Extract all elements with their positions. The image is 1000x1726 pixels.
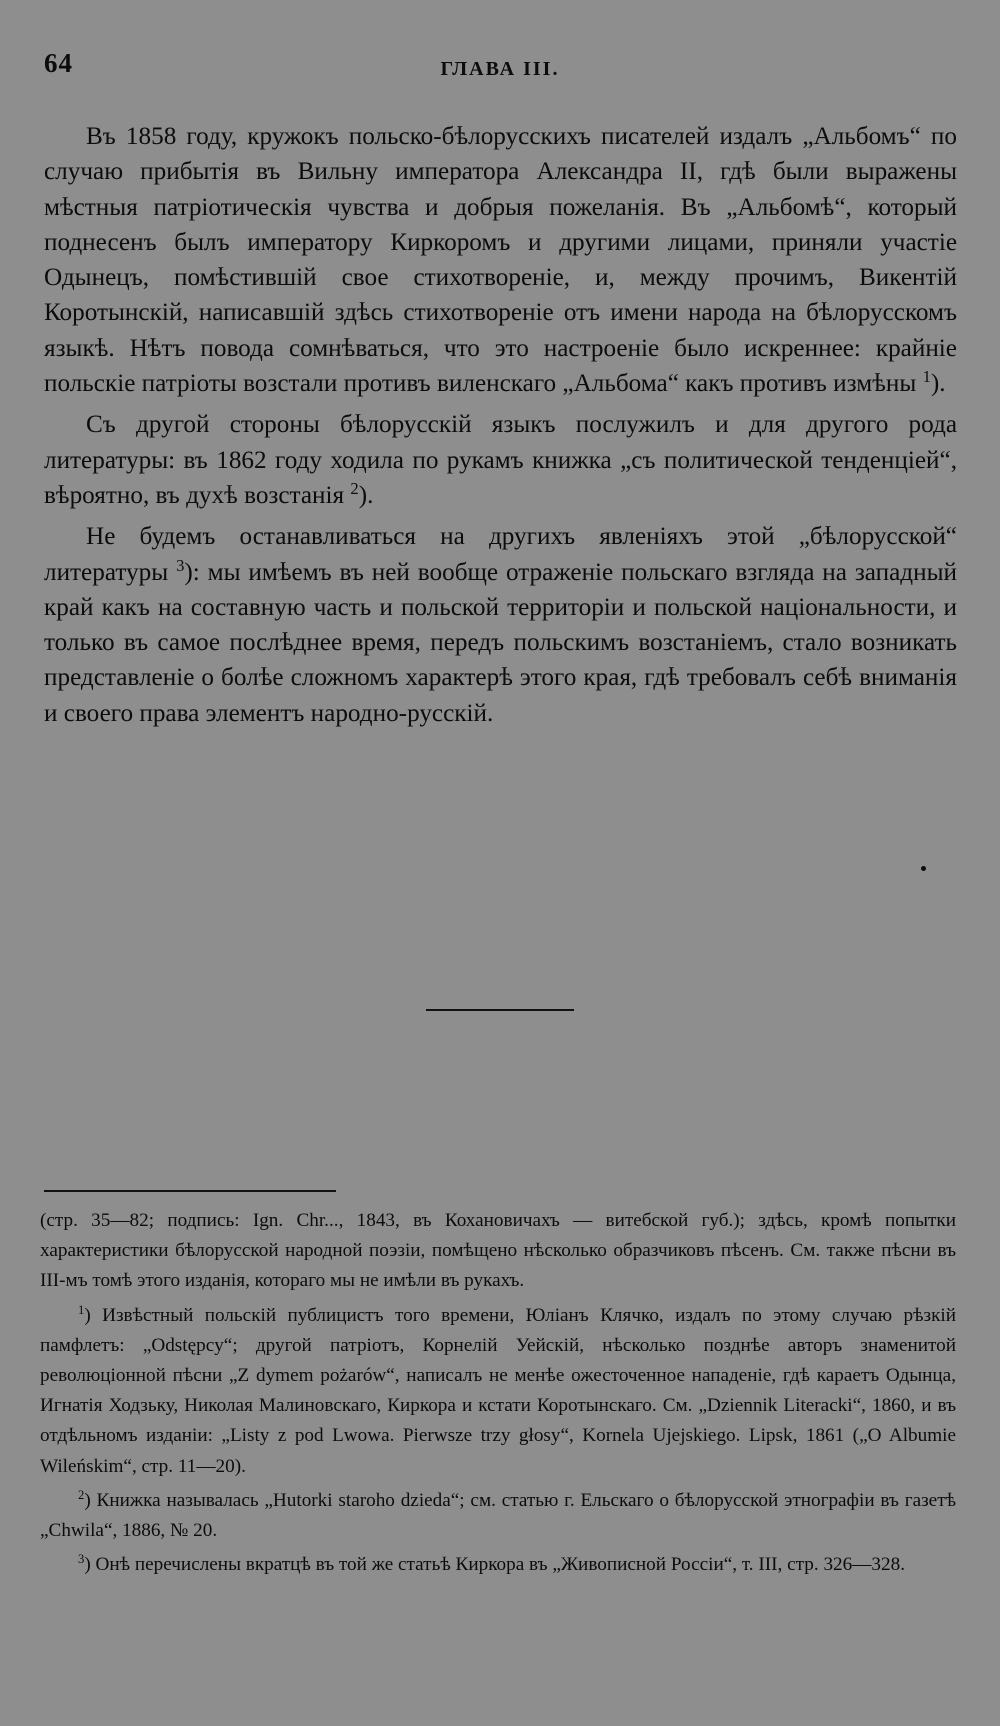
page-number: 64	[44, 48, 73, 78]
paragraph-2	[44, 407, 957, 513]
paragraph-3-text: Не будемъ останавливаться на другихъ явленіяхъ этой „бѣлорусской“ литературы	[44, 523, 957, 586]
main-text	[44, 119, 957, 731]
footnote-divider	[44, 1190, 336, 1192]
footnote-3	[40, 1550, 956, 1580]
footnote-ref-1[interactable]: 1	[922, 366, 931, 386]
paragraph-2-end: ).	[358, 481, 374, 509]
footnote-3-text: ) Онѣ перечислены вкратцѣ въ той же статьѣ Киркора въ „Живописной Россіи“, т. III, стр. 326—328.	[84, 1554, 905, 1576]
paragraph-3-end: ): мы имѣемъ въ ней вообще отраженіе польскаго взгляда на западный край какъ на составную часть и польской территоріи и польской національности, и только въ самое послѣднее время, передъ польскимъ возстаніемъ, стало возникать представленіе о болѣе сложномъ характерѣ этого края, гдѣ требовалъ себѣ вниманія и своего права элементъ народно-русскій.	[44, 558, 957, 727]
paragraph-1-end: ).	[930, 370, 946, 398]
chapter-heading: ГЛАВА III.	[440, 58, 560, 80]
paragraph-2-text: Съ другой стороны бѣлорусскій языкъ послужилъ и для другого рода литературы: въ 1862 году ходила по рукамъ книжка „съ политической тенденціей“, вѣроятно, въ духѣ возстанія	[44, 411, 957, 509]
footnote-2-text: ) Книжка называлась „Hutorki staroho dzieda“; см. статью г. Ельскаго о бѣлорусской этнографіи въ газетѣ „Chwila“, 1886, № 20.	[40, 1489, 956, 1542]
footnote-mark-3: 3	[78, 1552, 85, 1567]
footnote-ref-3[interactable]: 3	[176, 555, 185, 575]
footnote-mark-1: 1	[78, 1302, 85, 1317]
footnote-2	[40, 1486, 956, 1546]
footnotes	[40, 1206, 956, 1580]
section-divider	[426, 1009, 574, 1011]
footnote-ref-2[interactable]: 2	[350, 478, 359, 498]
paragraph-1-text: Въ 1858 году, кружокъ польско-бѣлорусскихъ писателей издалъ „Альбомъ“ по случаю прибытія въ Вильну императора Александра II, гдѣ были выражены мѣстныя патріотическія чувства и добрыя пожеланія. Въ „Альбомѣ“, который поднесенъ былъ императору Киркоромъ и другими лицами, приняли участіе Одынецъ, помѣстившій свое стихотвореніе, и, между прочимъ, Викентій Коротынскій, написавшій здѣсь стихотвореніе отъ имени народа на бѣлорусскомъ языкѣ. Нѣтъ повода сомнѣваться, что это настроеніе было искреннее: крайніе польскіе патріоты возстали противъ виленскаго „Альбома“ какъ противъ измѣны	[44, 123, 957, 398]
stray-dot	[921, 866, 926, 871]
footnote-1-text: ) Извѣстный польскій публицистъ того времени, Юліанъ Клячко, издалъ по этому случаю рѣзкій памфлетъ: „Odstępcy“; другой патріотъ, Корнелій Уейскій, нѣсколько позднѣе авторъ знаменитой революціонной пѣсни „Z dymem pożarów“, написалъ не менѣе ожесточенное нападеніе, гдѣ караетъ Одынца, Игнатія Ходзьку, Николая Малиновскаго, Киркора и кстати Коротынскаго. См. „Dziennik Literacki“, 1860, и въ отдѣльномъ изданіи: „Listy z pod Lwowa. Pierwsze trzy głosy“, Kornela Ujejskiego. Lipsk, 1861 („O Albumie Wileńskim“, стр. 11—20).	[40, 1304, 956, 1477]
footnote-1	[40, 1301, 956, 1482]
footnote-continuation: (стр. 35—82; подпись: Ign. Chr..., 1843, въ Кохановичахъ — витебской губ.); здѣсь, кромѣ попытки характеристики бѣлорусской народной поэзіи, помѣщено нѣсколько образчиковъ пѣсенъ. См. также пѣсни въ III-мъ томѣ этого изданія, котораго мы не имѣли въ рукахъ.	[40, 1210, 956, 1292]
paragraph-1	[44, 119, 957, 401]
paragraph-3	[44, 519, 957, 731]
footnote-mark-2: 2	[78, 1487, 85, 1502]
